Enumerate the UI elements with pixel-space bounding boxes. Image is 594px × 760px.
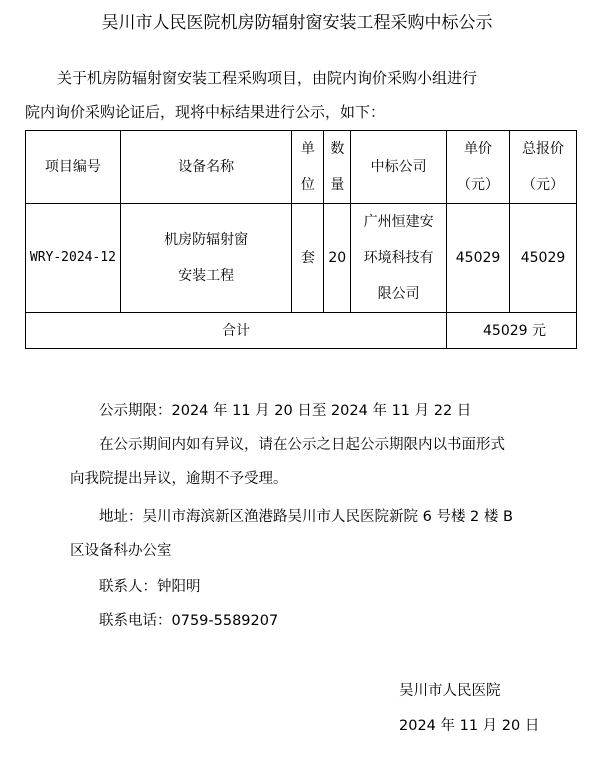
cell-project-no: WRY-2024-12 (26, 204, 121, 313)
sum-label: 合计 (26, 313, 447, 349)
cell-equipment-a: 机房防辐射窗 (164, 232, 249, 248)
notice-address-2: 区设备科办公室 (70, 543, 172, 559)
header-qty-b: 量 (330, 177, 345, 193)
notice-objection-1: 在公示期间内如有异议，请在公示之日起公示期限内以书面形式 (99, 437, 505, 453)
footer-org: 吴川市人民医院 (399, 683, 501, 699)
header-unit (292, 131, 324, 204)
header-project-no: 项目编号 (26, 131, 121, 204)
page-title: 吴川市人民医院机房防辐射窗安装工程采购中标公示 (101, 13, 493, 33)
cell-winner-a: 广州恒建安 (363, 214, 434, 230)
intro-line-2: 院内询价采购论证后，现将中标结果进行公示，如下： (25, 103, 386, 121)
cell-equipment (120, 204, 292, 313)
header-total-a: 总报价 (522, 141, 564, 157)
header-unit-price (447, 131, 510, 204)
header-total-b: （元） (522, 177, 564, 193)
header-equipment: 设备名称 (120, 131, 292, 204)
intro-line-1: 关于机房防辐射窗安装工程采购项目，由院内询价采购小组进行 (57, 69, 478, 87)
cell-winner-b: 环境科技有 (363, 250, 434, 266)
sum-value: 45029 元 (447, 313, 577, 349)
cell-qty: 20 (324, 204, 351, 313)
notice-objection-2: 向我院提出异议，逾期不予受理。 (70, 471, 288, 487)
header-qty-a: 数 (330, 141, 345, 157)
header-unit-b: 位 (300, 177, 315, 193)
notice-address-1: 地址：吴川市海滨新区渔港路吴川市人民医院新院 6 号楼 2 楼 B (99, 509, 513, 525)
header-price-a: 单价 (464, 141, 493, 157)
header-qty (324, 131, 351, 204)
header-total-price (510, 131, 577, 204)
table-sum-row (26, 313, 577, 349)
notice-contact: 联系人：钟阳明 (99, 579, 201, 595)
notice-period: 公示期限：2024 年 11 月 20 日至 2024 年 11 月 22 日 (99, 403, 472, 419)
header-price-b: （元） (457, 177, 500, 193)
notice-phone: 联系电话：0759-5589207 (99, 613, 279, 629)
cell-unit-price: 45029 (447, 204, 510, 313)
header-unit-a: 单 (300, 141, 315, 157)
header-winner: 中标公司 (351, 131, 447, 204)
cell-unit: 套 (292, 204, 324, 313)
cell-winner (351, 204, 447, 313)
cell-total-price: 45029 (510, 204, 577, 313)
footer-date: 2024 年 11 月 20 日 (399, 718, 540, 734)
table-header-row (26, 131, 577, 204)
result-table (25, 130, 577, 349)
table-row (26, 204, 577, 313)
cell-winner-c: 限公司 (377, 286, 420, 302)
cell-equipment-b: 安装工程 (178, 268, 235, 284)
